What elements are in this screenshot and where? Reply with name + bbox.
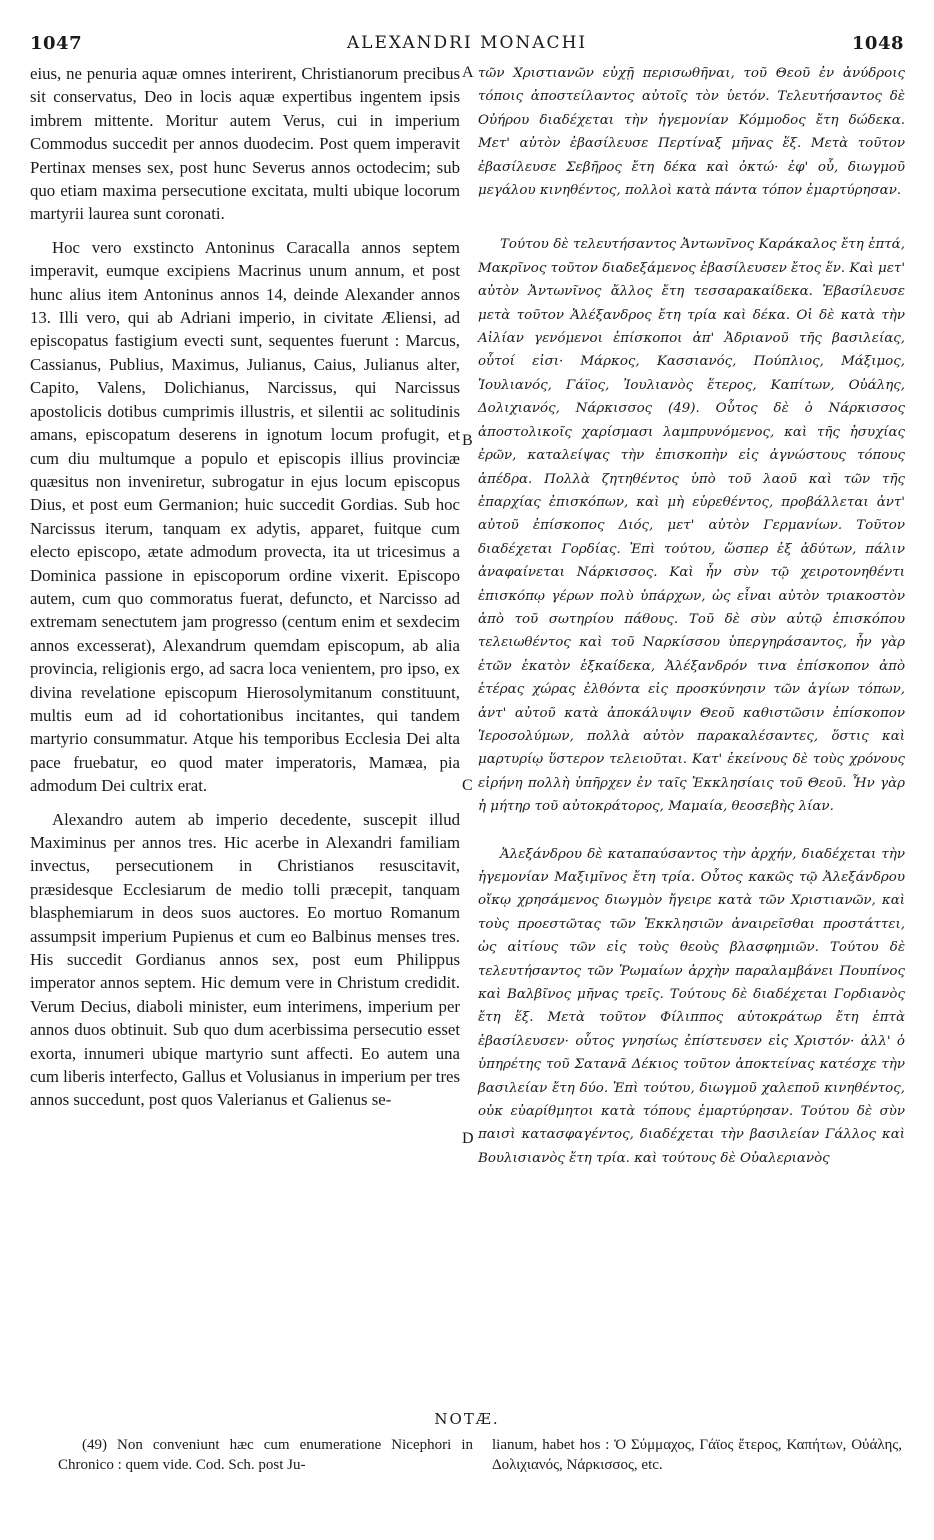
latin-paragraph-2: Hoc vero exstincto Antoninus Caracalla annos septem imperavit, eumque excipiens Macrinus unum annum, et post hunc alius item Antoninus annos 14, deinde Alexander annos 13. Illi vero, qui ab Adriani imperio, in civitate Æliensi, ad episcopatus fastigium evecti sunt, sequentes fuerunt : Marcus, Cassianus, Publius, Maximus, Julianus, Caius, Julianus alter, Capito, Valens, Dolichianus, Narcissus, qui Narcissus apostolicis dotibus cumprimis illustris, et silentii ac solitudinis amans, episcopatum deserens in ignotum locum profugit, et cum diu multumque a populo et episcopis illius provinciæ quæsitus non inveniretur, subrogatur in ejus locum episcopus Dius, et post eum Germanion; huic succedit Gordias. Sub hoc Narcissus iterum, tanquam ex adytis, apparet, fuitque cum electo episcopo, ætate admodum provecta, ita ut tricesimus a Dominica passione in episcoporum ordine vixerit. Episcopo autem, cum quo commoratus fuerat, defuncto, et Narcisso ad extremam senectutem jam progresso (centum enim et sexdecim annos excesserat), Alexandrum quemdam episcopum, ab alia provincia, religionis ergo, ad sacra loca venientem, pro ipso, ex divina revelatione episcopum Hierosolymitanum constituunt, multis eum ad id cohortationibus incitantes, qui tandem martyrio consummatur. Atque his temporibus Ecclesia Dei alta pace fruebatur, eo quod mater imperatoris, Mamæa, pia admodum Dei cultrix erat.	[30, 237, 460, 796]
footnote-right: lianum, habet hos : Ὁ Σύμμαχος, Γάϊος ἕτερος, Καπήτων, Οὐάλης, Δολιχιανός, Νάρκισσος, etc.	[492, 1437, 902, 1473]
notes-heading: NOTÆ.	[434, 1410, 500, 1428]
greek-paragraph-2: Τούτου δὲ τελευτήσαντος Ἀντωνῖνος Καράκαλος ἔτη ἑπτά, Μακρῖνος τοῦτον διαδεξάμενος ἐβασίλευσεν ἔτος ἕν. Καὶ μετ' αὐτὸν Ἀντωνῖνος ἄλλος ἔτη τεσσαρακαίδεκα. Ἐβασίλευσε μετὰ τοῦτον Ἀλέξανδρος ἔτη τρία καὶ δέκα. Οἱ δὲ κατὰ τὴν Αἰλίαν γενόμενοι ἐπίσκοποι ἀπ' Ἀδριανοῦ τῆς βασιλείας, οὗτοί εἰσι· Μάρκος, Κασσιανός, Πούπλιος, Μάξιμος, Ἰουλιανός, Γάϊος, Ἰουλιανὸς ἕτερος, Καπίτων, Οὐάλης, Δολιχιανός, Νάρκισσος (49). Οὗτος δὲ ὁ Νάρκισσος ἀποστολικοῖς χαρίσμασι λαμπρυνόμενος, καὶ τῆς ἡσυχίας ἐρῶν, καταλείψας τὴν ἐπισκοπὴν εἰς ἀγνώστους τόπους ἀπέδρα. Πολλὰ ζητηθέντος ὑπὸ τοῦ λαοῦ καὶ τῶν τῆς ἐπαρχίας ἐπισκόπων, καὶ μὴ εὑρεθέντος, προβάλλεται ἀντ' αὐτοῦ ἐπίσκοπος Διός, μετ' αὐτὸν Γερμανίων. Τοῦτον διαδέχεται Γορδίας. Ἐπὶ τούτου, ὥσπερ ἐξ ἀδύτων, πάλιν ἀναφαίνεται Νάρκισσος. Καὶ ἦν σὺν τῷ χειροτονηθέντι ἐπισκόπῳ γέρων πολὺ ὑπάρχων, ὡς εἶναι αὐτὸν τριακοστὸν ἀπὸ τοῦ σωτηρίου πάθους. Τοῦ δὲ σὺν αὐτῷ ἐπισκόπου τελειωθέντος καὶ τοῦ Ναρκίσσου ὑπεργηράσαντος, ἦν γὰρ ἐτῶν ἑκατὸν ἑξκαίδεκα, Ἀλέξανδρόν τινα ἐπίσκοπον ἀπὸ ἑτέρας χώρας ἐλθόντα εἰς προσκύνησιν τῶν ἁγίων τόπων, ἀντ' αὐτοῦ κατὰ ἀποκάλυψιν Θεοῦ καθιστῶσιν ἐπίσκοπον Ἱεροσολύμων, πολλὰ αὐτὸν παρακαλέσαντες, ὅστις καὶ μαρτυρίῳ ὕστερον τελειοῦται. Κατ' ἐκείνους δὲ τοὺς χρόνους εἰρήνη πολλὴ ὑπῆρχεν ἐν ταῖς Ἐκκλησίαις τοῦ Θεοῦ. Ἦν γὰρ ἡ μήτηρ τοῦ αὐτοκράτορος, Μαμαία, θεοσεβὴς λίαν.	[478, 237, 905, 815]
latin-paragraph-3: Alexandro autem ab imperio decedente, suscepit illud Maximinus per annos tres. Hic acerbe in Alexandri familiam invectus, persecutionem in Christianos resuscitavit, præsidesque Ecclesiarum de medio tolli præcepit, tanquam blasphemiarum in deos suos auctores. Eo mortuo Romanum assumpsit imperium Pupienus et cum eo Balbinus menses tres. His succedit Gordianus annos sex, post eum Philippus imperator annos septem. Hic demum vere in Christum credidit. Verum Decius, diaboli minister, eum interimens, imperium per annos duos obtinuit. Sub quo dum acerbissima persecutio esset exorta, innumeri ubique martyrio sunt affecti. Eo autem una cum liberis interfecto, Gallus et Volusianus in imperium per tres annos succedunt, post quos Valerianus et Galienus se-	[30, 809, 461, 1110]
margin-marker-c: C	[462, 777, 473, 794]
greek-paragraph-3: Ἀλεξάνδρου δὲ καταπαύσαντος τὴν ἀρχήν, διαδέχεται τὴν ἡγεμονίαν Μαξιμῖνος ἔτη τρία. Οὗτος κακῶς τῷ Ἀλεξάνδρου οἴκῳ χρησάμενος διωγμὸν ἤγειρε κατὰ τῶν Χριστιανῶν, καὶ τοὺς προεστῶτας τῶν Ἐκκλησιῶν ἀναιρεῖσθαι προστάττει, ὡς αἰτίους τῶν εἰς τοὺς θεοὺς βλασφημιῶν. Τούτου δὲ τελευτήσαντος τῶν Ῥωμαίων ἀρχὴν παραλαμβάνει Πουπίνος καὶ Βαλβῖνος μῆνας τρεῖς. Τούτους δὲ διαδέχεται Γορδιανὸς ἔτη ἕξ. Μετὰ τοῦτον Φίλιππος αὐτοκράτωρ ἔτη ἑπτὰ ἐβασίλευσεν· οὗτος γνησίως ἐπίστευσεν εἰς Χριστόν· ἀλλ' ὁ ὑπηρέτης τοῦ Σατανᾶ Δέκιος τοῦτον ἀποκτείνας κατέσχε τὴν βασιλείαν ἔτη δύο. Ἐπὶ τούτου, διωγμοῦ χαλεποῦ κινηθέντος, οὐκ εὐαρίθμητοι κατὰ τόπους ἐμαρτύρησαν. Τούτου δὲ σὺν παισὶ κατασφαγέντος, διαδέχεται τὴν βασιλείαν Γάλλος καὶ Βουλισιανὸς ἔτη τρία. καὶ τούτους δὲ Οὐαλεριανὸς	[478, 846, 905, 1166]
margin-marker-b: B	[462, 432, 473, 449]
greek-column	[478, 62, 905, 1170]
page-number-right: 1048	[851, 33, 904, 54]
page-header	[30, 33, 904, 59]
margin-marker-d: D	[462, 1130, 474, 1147]
page-number-left: 1047	[30, 33, 83, 54]
running-title: ALEXANDRI MONACHI	[346, 33, 588, 53]
greek-paragraph-1: τῶν Χριστιανῶν εὐχῇ περισωθῆναι, τοῦ Θεοῦ ἐν ἀνύδροις τόποις ἀποστείλαντος αὐτοῖς τὸν ὑετόν. Τελευτήσαντος δὲ Οὐήρου διαδέχεται τὴν ἡγεμονίαν Κόμμοδος ἔτη δώδεκα. Μετ' αὐτὸν ἐβασίλευσε Περτίναξ μῆνας ἕξ. Μετὰ τοῦτον ἐβασίλευσε Σεβῆρος ἔτη δέκα καὶ ὀκτώ· ἐφ' οὗ, διωγμοῦ μεγάλου κινηθέντος, πολλοὶ κατὰ πάντα τόπον ἐμαρτύρησαν.	[478, 66, 905, 199]
footnote-left: (49) Non conveniunt hæc cum enumeratione Nicephori in Chronico : quem vide. Cod. Sch. post Ju-	[58, 1437, 473, 1473]
latin-column	[30, 62, 460, 1112]
latin-paragraph-1: eius, ne penuria aquæ omnes interirent, Christianorum precibus sit conservatus, Deo in locis aquæ expertibus ingentem ipsis imbrem mittente. Moritur autem Verus, cui in imperium Commodus succedit per annos duodecim. Post quem imperavit Pertinax menses sex, post hunc Severus annos octodecim; sub quo etiam maxima persecutione excitata, multi ubique locorum martyrii laurea sunt coronati.	[30, 64, 460, 224]
margin-marker-a: A	[462, 64, 474, 81]
